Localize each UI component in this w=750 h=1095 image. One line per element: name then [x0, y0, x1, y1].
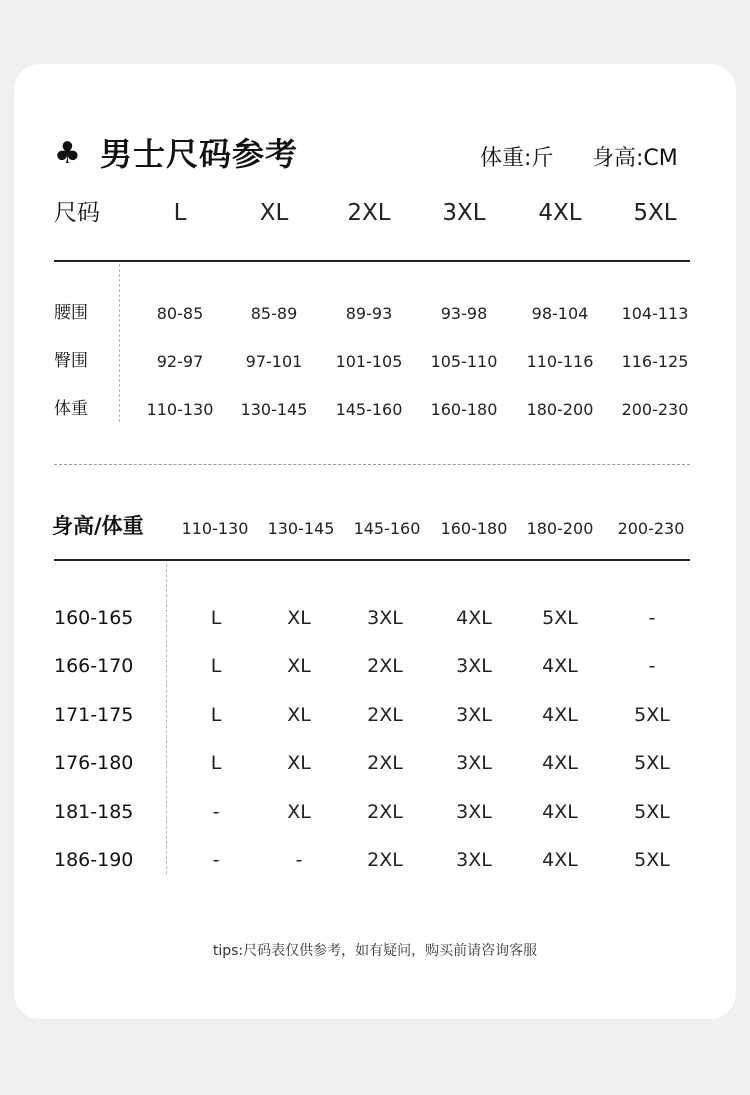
- table-cell: 2XL: [367, 752, 403, 774]
- table-cell: 3XL: [456, 849, 492, 871]
- table-cell: 5XL: [634, 752, 670, 774]
- row-label: 160-165: [54, 607, 134, 629]
- club-icon: ♣: [54, 136, 81, 171]
- row-label: 186-190: [54, 849, 134, 871]
- table-cell: 110-130: [146, 400, 214, 419]
- weight-header: 180-200: [526, 519, 594, 538]
- table-cell: L: [210, 752, 222, 774]
- size-header: 5XL: [633, 200, 677, 226]
- table-cell: 2XL: [367, 655, 403, 677]
- row-label: 176-180: [54, 752, 134, 774]
- table-cell: XL: [287, 607, 311, 629]
- height-weight-corner: 身高/体重: [52, 514, 144, 538]
- table-cell: 5XL: [634, 704, 670, 726]
- column-divider: [119, 264, 120, 422]
- row-label: 臀围: [54, 351, 88, 371]
- table-cell: 98-104: [531, 304, 589, 323]
- tips-note: tips:尺码表仅供参考，如有疑问，购买前请咨询客服: [212, 943, 538, 959]
- table-cell: XL: [287, 801, 311, 823]
- height-unit-label: 身高:CM: [592, 146, 678, 171]
- row-label: 171-175: [54, 704, 134, 726]
- table-cell: 3XL: [456, 801, 492, 823]
- table-cell: 4XL: [542, 704, 578, 726]
- table-cell: L: [210, 607, 222, 629]
- table-cell: 3XL: [367, 607, 403, 629]
- table-cell: -: [212, 801, 220, 823]
- table-cell: L: [210, 655, 222, 677]
- table-cell: 5XL: [542, 607, 578, 629]
- table-cell: -: [648, 607, 656, 629]
- table-cell: 104-113: [621, 304, 689, 323]
- weight-header: 200-230: [617, 519, 685, 538]
- weight-header: 110-130: [181, 519, 249, 538]
- table-cell: -: [212, 849, 220, 871]
- section-divider: [54, 464, 690, 465]
- weight-header: 145-160: [353, 519, 421, 538]
- table-cell: -: [648, 655, 656, 677]
- table-cell: 101-105: [335, 352, 403, 371]
- table-cell: 3XL: [456, 704, 492, 726]
- size-header: 2XL: [347, 200, 391, 226]
- table-cell: 2XL: [367, 849, 403, 871]
- table-divider: [54, 559, 690, 561]
- table-cell: 4XL: [542, 752, 578, 774]
- table-cell: 5XL: [634, 801, 670, 823]
- size-header: L: [173, 200, 187, 226]
- size-chart-card: [14, 64, 736, 1019]
- table-cell: 2XL: [367, 801, 403, 823]
- table-cell: 92-97: [156, 352, 204, 371]
- table-cell: XL: [287, 704, 311, 726]
- table-cell: XL: [287, 752, 311, 774]
- table-cell: 200-230: [621, 400, 689, 419]
- table-cell: 180-200: [526, 400, 594, 419]
- size-header: XL: [259, 200, 289, 226]
- table-cell: 110-116: [526, 352, 594, 371]
- table-cell: 85-89: [250, 304, 298, 323]
- table-cell: 130-145: [240, 400, 308, 419]
- table-cell: 4XL: [542, 849, 578, 871]
- weight-header: 130-145: [267, 519, 335, 538]
- row-label: 腰围: [54, 303, 88, 323]
- row-label: 166-170: [54, 655, 134, 677]
- table-cell: XL: [287, 655, 311, 677]
- size-header: 4XL: [538, 200, 582, 226]
- table-cell: 3XL: [456, 752, 492, 774]
- table-cell: 4XL: [542, 655, 578, 677]
- table-cell: 4XL: [542, 801, 578, 823]
- table-cell: L: [210, 704, 222, 726]
- weight-unit-label: 体重:斤: [480, 146, 554, 171]
- table-cell: 116-125: [621, 352, 689, 371]
- row-label: 181-185: [54, 801, 134, 823]
- page-title: 男士尺码参考: [100, 135, 299, 173]
- table-cell: 105-110: [430, 352, 498, 371]
- column-divider: [166, 564, 167, 874]
- table-cell: 3XL: [456, 655, 492, 677]
- size-table-corner: 尺码: [54, 200, 100, 226]
- table-cell: 80-85: [156, 304, 204, 323]
- size-header: 3XL: [442, 200, 486, 226]
- table-cell: -: [295, 849, 303, 871]
- table-cell: 160-180: [430, 400, 498, 419]
- table-cell: 93-98: [440, 304, 488, 323]
- table-cell: 89-93: [345, 304, 393, 323]
- table-divider: [54, 260, 690, 262]
- table-cell: 4XL: [456, 607, 492, 629]
- table-cell: 97-101: [245, 352, 303, 371]
- weight-header: 160-180: [440, 519, 508, 538]
- row-label: 体重: [54, 399, 88, 419]
- table-cell: 145-160: [335, 400, 403, 419]
- table-cell: 5XL: [634, 849, 670, 871]
- table-cell: 2XL: [367, 704, 403, 726]
